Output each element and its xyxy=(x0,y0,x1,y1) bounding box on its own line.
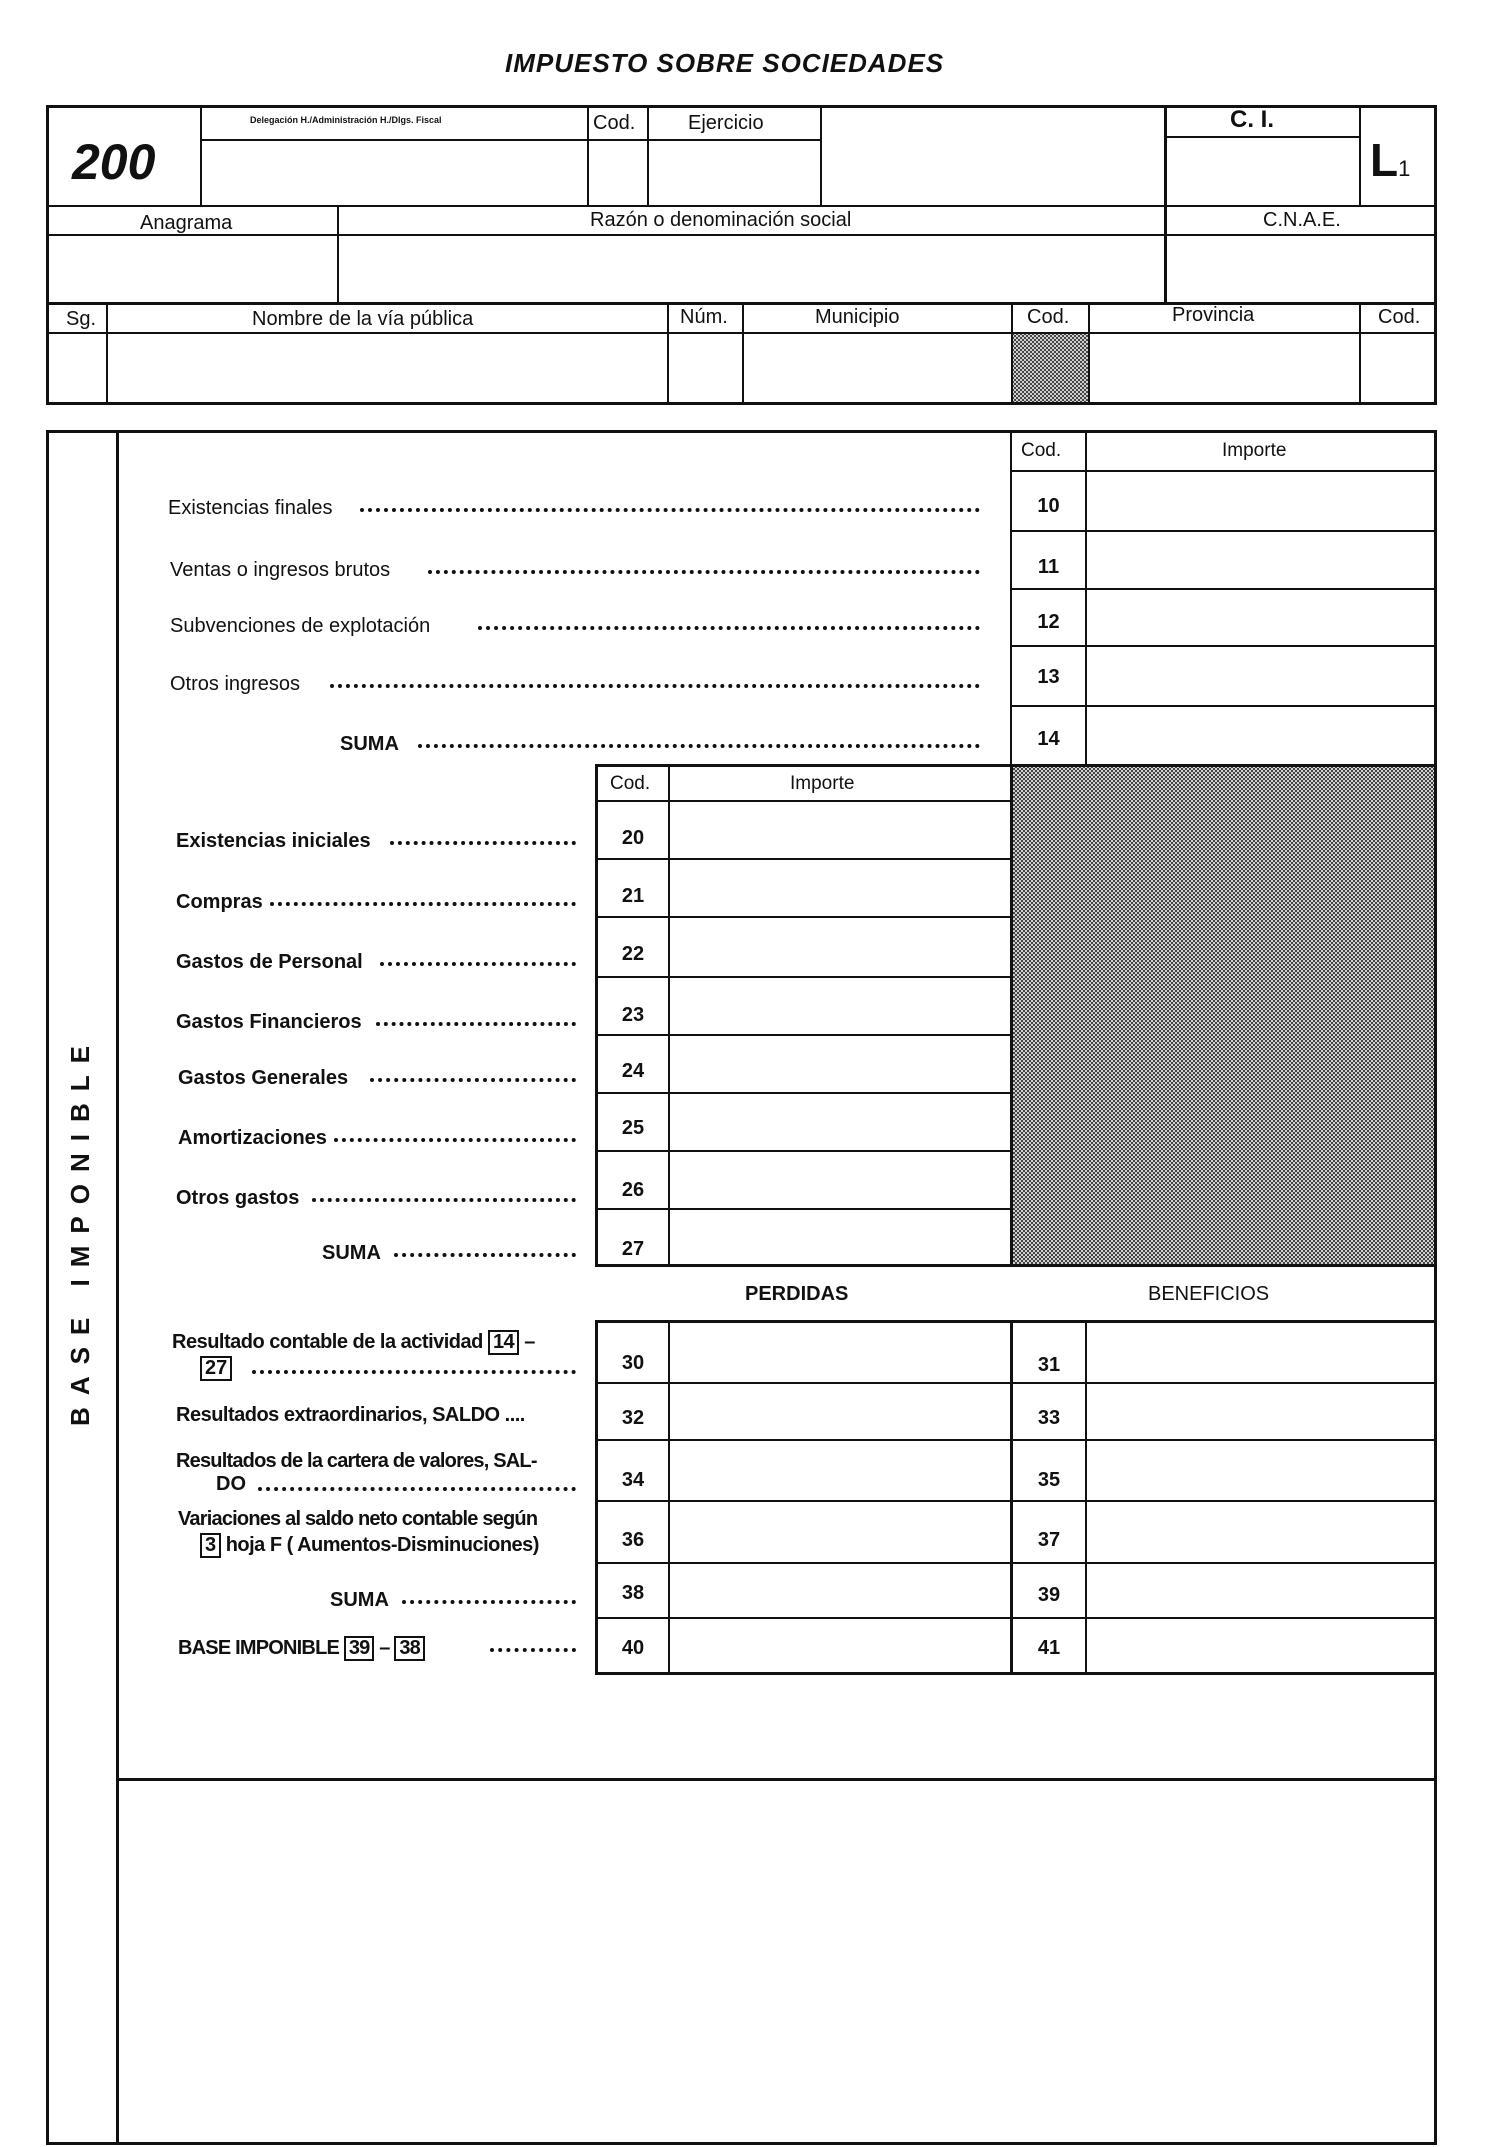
cnae-field[interactable] xyxy=(1168,237,1434,301)
side-label: BASE IMPONIBLE xyxy=(65,1034,95,1426)
ref-box-39: 39 xyxy=(344,1636,375,1661)
provincia-cod-field[interactable] xyxy=(1362,335,1434,402)
suma-ingresos-field[interactable] xyxy=(1088,708,1435,763)
expense-code-25: 25 xyxy=(621,1117,645,1139)
ref-sep-30: – xyxy=(524,1331,535,1353)
result-code-36: 36 xyxy=(621,1529,645,1551)
result-label-34-line2: DO xyxy=(216,1473,246,1495)
ref-box-27: 27 xyxy=(200,1356,232,1381)
perdidas-32-field[interactable] xyxy=(671,1385,1009,1438)
result-label-38: SUMA xyxy=(330,1589,389,1611)
expense-label-24: Gastos Generales xyxy=(178,1067,349,1089)
ci-field[interactable] xyxy=(1168,139,1358,204)
income-code-14: 14 xyxy=(1037,728,1060,750)
cnae-label: C.N.A.E. xyxy=(1263,209,1341,231)
result-label-30-text: Resultado contable de la actividad xyxy=(172,1331,483,1353)
income-code-13: 13 xyxy=(1037,666,1060,688)
model-number: 200 xyxy=(72,134,156,190)
ci-label: C. I. xyxy=(1230,106,1275,133)
otros-ingresos-field[interactable] xyxy=(1088,648,1435,704)
ventas-field[interactable] xyxy=(1088,533,1435,587)
income-label-12: Subvenciones de explotación xyxy=(170,615,431,637)
result-code-35: 35 xyxy=(1037,1469,1061,1491)
num-field[interactable] xyxy=(670,335,741,402)
expense-code-21: 21 xyxy=(621,885,645,907)
razon-field[interactable] xyxy=(340,237,1163,301)
via-field[interactable] xyxy=(109,335,666,402)
delegacion-label: Delegación H./Administración H./Dlgs. Fiscal xyxy=(250,115,442,125)
income-code-11: 11 xyxy=(1037,556,1060,578)
delegacion-field[interactable] xyxy=(203,141,586,204)
result-label-40-text: BASE IMPONIBLE xyxy=(178,1637,340,1659)
result-code-40: 40 xyxy=(621,1637,645,1659)
sheet-code-index: 1 xyxy=(1398,156,1411,181)
municipio-label: Municipio xyxy=(815,306,900,328)
cod-field[interactable] xyxy=(590,141,646,204)
income-code-10: 10 xyxy=(1037,495,1060,517)
expense-code-26: 26 xyxy=(621,1179,645,1201)
result-label-34: Resultados de la cartera de valores, SAL- xyxy=(176,1450,537,1472)
municipio-field[interactable] xyxy=(745,335,1010,402)
ref-box-14: 14 xyxy=(488,1330,519,1355)
subvenciones-field[interactable] xyxy=(1088,591,1435,644)
form-title: IMPUESTO SOBRE SOCIEDADES xyxy=(505,48,945,78)
result-label-36: Variaciones al saldo neto contable según xyxy=(178,1508,538,1530)
perdidas-30-field[interactable] xyxy=(671,1324,1009,1381)
result-label-36-line2-text: hoja F ( Aumentos-Disminuciones) xyxy=(225,1534,539,1556)
result-label-40 xyxy=(178,1636,425,1661)
provincia-label: Provincia xyxy=(1172,304,1255,326)
sg-field[interactable] xyxy=(49,335,105,402)
existencias-finales-field[interactable] xyxy=(1088,473,1435,529)
expense-shaded-area xyxy=(1012,767,1434,1265)
gastos-generales-field[interactable] xyxy=(671,1037,1009,1091)
result-code-30: 30 xyxy=(621,1352,645,1374)
sheet-code-letter: L xyxy=(1370,134,1399,186)
result-code-39: 39 xyxy=(1037,1584,1061,1606)
beneficios-header: BENEFICIOS xyxy=(1148,1283,1270,1305)
result-ref-line-30 xyxy=(200,1356,232,1381)
expense-label-21: Compras xyxy=(176,891,263,913)
perdidas-40-field[interactable] xyxy=(671,1620,1009,1671)
perdidas-38-field[interactable] xyxy=(671,1565,1009,1616)
suma-gastos-field[interactable] xyxy=(671,1211,1009,1263)
sg-label: Sg. xyxy=(66,308,97,330)
cod3-label: Cod. xyxy=(1378,306,1421,328)
perdidas-36-field[interactable] xyxy=(671,1503,1009,1561)
result-label-32: Resultados extraordinarios, SALDO .... xyxy=(176,1404,525,1426)
observaciones-area[interactable] xyxy=(120,1782,1434,2142)
anagrama-label: Anagrama xyxy=(140,212,233,234)
expense-label-22: Gastos de Personal xyxy=(176,951,363,973)
income-label-10: Existencias finales xyxy=(168,497,333,519)
beneficios-35-field[interactable] xyxy=(1088,1442,1435,1499)
existencias-iniciales-field[interactable] xyxy=(671,803,1009,857)
expense-importe-header: Importe xyxy=(790,773,855,794)
perdidas-header: PERDIDAS xyxy=(745,1283,849,1305)
expense-label-20: Existencias iniciales xyxy=(176,830,371,852)
amortizaciones-field[interactable] xyxy=(671,1095,1009,1149)
cod-shaded-cell xyxy=(1013,334,1088,402)
expense-code-24: 24 xyxy=(621,1060,645,1082)
anagrama-field[interactable] xyxy=(49,237,336,301)
income-label-14: SUMA xyxy=(340,733,399,755)
income-code-12: 12 xyxy=(1037,611,1060,633)
ejercicio-label: Ejercicio xyxy=(688,112,764,134)
expense-label-25: Amortizaciones xyxy=(178,1127,327,1149)
sheet-code xyxy=(1370,134,1411,186)
ref-sep-40: – xyxy=(379,1637,390,1659)
gastos-personal-field[interactable] xyxy=(671,919,1009,975)
expense-label-27: SUMA xyxy=(322,1242,381,1264)
beneficios-33-field[interactable] xyxy=(1088,1385,1435,1438)
income-cod-header: Cod. xyxy=(1021,440,1062,461)
compras-field[interactable] xyxy=(671,861,1009,915)
via-label: Nombre de la vía pública xyxy=(252,308,474,330)
perdidas-34-field[interactable] xyxy=(671,1442,1009,1499)
result-code-33: 33 xyxy=(1037,1407,1061,1429)
result-code-34: 34 xyxy=(621,1469,645,1491)
income-label-11: Ventas o ingresos brutos xyxy=(170,559,391,581)
provincia-field[interactable] xyxy=(1091,335,1358,402)
result-label-36-line2 xyxy=(200,1533,539,1558)
expense-label-23: Gastos Financieros xyxy=(176,1011,362,1033)
result-code-38: 38 xyxy=(621,1582,645,1604)
expense-cod-header: Cod. xyxy=(610,773,651,794)
expense-code-27: 27 xyxy=(621,1238,645,1260)
razon-label: Razón o denominación social xyxy=(590,209,852,231)
result-code-41: 41 xyxy=(1037,1637,1061,1659)
result-label-30 xyxy=(172,1330,535,1355)
expense-label-26: Otros gastos xyxy=(176,1187,300,1209)
otros-gastos-field[interactable] xyxy=(671,1153,1009,1207)
beneficios-37-field[interactable] xyxy=(1088,1503,1435,1561)
cod-label: Cod. xyxy=(593,112,636,134)
result-code-32: 32 xyxy=(621,1407,645,1429)
beneficios-41-field[interactable] xyxy=(1088,1620,1435,1671)
expense-code-23: 23 xyxy=(621,1004,645,1026)
ejercicio-field[interactable] xyxy=(650,141,819,204)
expense-code-20: 20 xyxy=(621,827,645,849)
beneficios-31-field[interactable] xyxy=(1088,1324,1435,1381)
result-code-31: 31 xyxy=(1037,1354,1061,1376)
ref-box-3: 3 xyxy=(200,1533,221,1558)
result-code-37: 37 xyxy=(1037,1529,1061,1551)
expense-code-22: 22 xyxy=(621,943,645,965)
num-label: Núm. xyxy=(680,306,728,328)
ref-box-38: 38 xyxy=(394,1636,425,1661)
income-importe-header: Importe xyxy=(1222,440,1287,461)
gastos-financieros-field[interactable] xyxy=(671,979,1009,1033)
cod2-label: Cod. xyxy=(1027,306,1070,328)
beneficios-39-field[interactable] xyxy=(1088,1565,1435,1616)
income-label-13: Otros ingresos xyxy=(170,673,301,695)
